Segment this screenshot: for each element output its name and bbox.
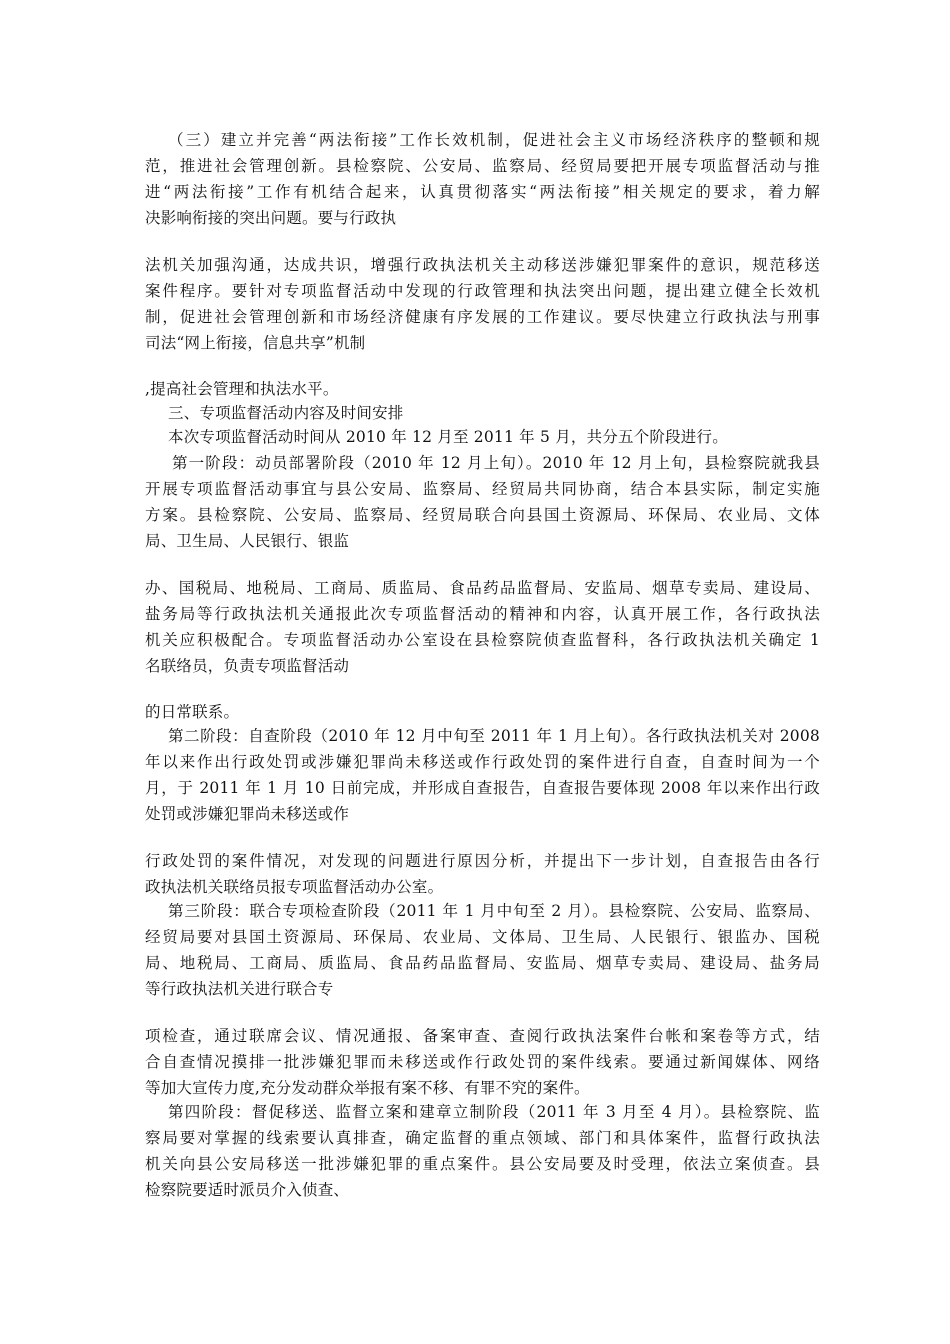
- text-line: ,提高社会管理和执法水平。: [145, 380, 339, 398]
- text-line: 第一阶段：动员部署阶段（2010 年 12 月上旬）。2010 年 12 月上旬，县检察院就我县: [172, 454, 820, 472]
- text-line: 察局要对掌握的线索要认真排查，确定监督的重点领域、部门和具体案件，监督行政执法: [145, 1129, 820, 1147]
- text-line: 决影响衔接的突出问题。要与行政执: [145, 209, 397, 227]
- text-line: 年以来作出行政处罚或涉嫌犯罪尚未移送或作行政处罚的案件进行自查，自查时间为一个: [145, 753, 820, 771]
- text-line: 名联络员，负责专项监督活动: [145, 657, 350, 675]
- text-line: 的日常联系。: [145, 703, 240, 721]
- text-line: 检察院要适时派员介入侦查、: [145, 1181, 350, 1199]
- text-line: 等行政执法机关进行联合专: [145, 980, 334, 998]
- text-line: 第二阶段：自查阶段（2010 年 12 月中旬至 2011 年 1 月上旬）。各行政执法机关对 2008: [168, 727, 820, 745]
- text-line: 局、地税局、工商局、质监局、食品药品监督局、安监局、烟草专卖局、建设局、盐务局: [145, 954, 820, 972]
- text-line: （三）建立并完善“两法衔接”工作长效机制，促进社会主义市场经济秩序的整顿和规: [168, 131, 820, 149]
- text-line: 项检查，通过联席会议、情况通报、备案审查、查阅行政执法案件台帐和案卷等方式，结: [145, 1027, 820, 1045]
- text-line: 行政处罚的案件情况，对发现的问题进行原因分析，并提出下一步计划，自查报告由各行: [145, 852, 820, 870]
- text-line: 经贸局要对县国土资源局、环保局、农业局、文体局、卫生局、人民银行、银监办、国税: [145, 928, 820, 946]
- text-line: 合自查情况摸排一批涉嫌犯罪而未移送或作行政处罚的案件线索。要通过新闻媒体、网络: [145, 1053, 820, 1071]
- text-line: 进“两法衔接”工作有机结合起来，认真贯彻落实“两法衔接”相关规定的要求，着力解: [145, 183, 820, 201]
- text-line: 方案。县检察院、公安局、监察局、经贸局联合向县国土资源局、环保局、农业局、文体: [145, 506, 820, 524]
- section-heading: 三、专项监督活动内容及时间安排: [168, 404, 404, 422]
- text-line: 等加大宣传力度,充分发动群众举报有案不移、有罪不究的案件。: [145, 1079, 590, 1097]
- text-line: 办、国税局、地税局、工商局、质监局、食品药品监督局、安监局、烟草专卖局、建设局、: [145, 579, 820, 597]
- text-line: 政执法机关联络员报专项监督活动办公室。: [145, 878, 444, 896]
- text-line: 月，于 2011 年 1 月 10 日前完成，并形成自查报告，自查报告要体现 2008 年以来作出行政: [145, 779, 820, 797]
- text-line: 机关应积极配合。专项监督活动办公室设在县检察院侦查监督科，各行政执法机关确定 1: [145, 631, 820, 649]
- text-line: 案件程序。要针对专项监督活动中发现的行政管理和执法突出问题，提出建立健全长效机: [145, 282, 820, 300]
- text-line: 范，推进社会管理创新。县检察院、公安局、监察局、经贸局要把开展专项监督活动与推: [145, 157, 820, 175]
- text-line: 司法“网上衔接，信息共享”机制: [145, 334, 366, 352]
- text-line: 开展专项监督活动事宜与县公安局、监察局、经贸局共同协商，结合本县实际，制定实施: [145, 480, 820, 498]
- text-line: 处罚或涉嫌犯罪尚未移送或作: [145, 805, 350, 823]
- text-line: 法机关加强沟通，达成共识，增强行政执法机关主动移送涉嫌犯罪案件的意识，规范移送: [145, 256, 820, 274]
- text-line: 机关向县公安局移送一批涉嫌犯罪的重点案件。县公安局要及时受理，依法立案侦查。县: [145, 1155, 820, 1173]
- text-line: 本次专项监督活动时间从 2010 年 12 月至 2011 年 5 月，共分五个阶段进行。: [168, 428, 728, 446]
- text-line: 第三阶段：联合专项检查阶段（2011 年 1 月中旬至 2 月）。县检察院、公安局、监察局、: [168, 902, 820, 920]
- text-line: 盐务局等行政执法机关通报此次专项监督活动的精神和内容，认真开展工作，各行政执法: [145, 605, 820, 623]
- text-line: 制，促进社会管理创新和市场经济健康有序发展的工作建议。要尽快建立行政执法与刑事: [145, 308, 820, 326]
- text-line: 局、卫生局、人民银行、银监: [145, 532, 350, 550]
- text-line: 第四阶段：督促移送、监督立案和建章立制阶段（2011 年 3 月至 4 月）。县检察院、监: [168, 1103, 820, 1121]
